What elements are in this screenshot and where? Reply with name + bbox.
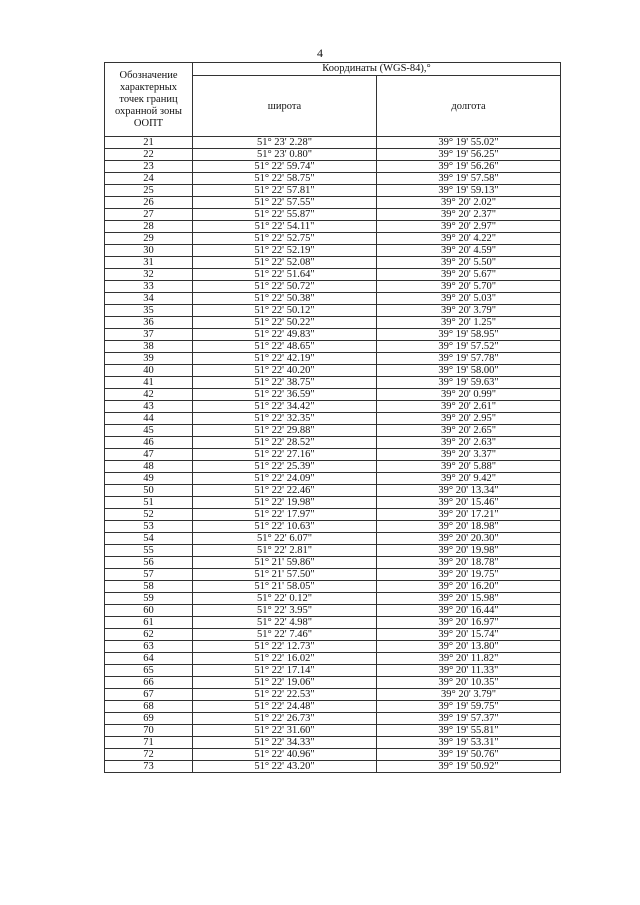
table-row (105, 197, 561, 209)
point-number-cell: 62 (105, 629, 193, 641)
point-number-cell: 44 (105, 413, 193, 425)
point-number-cell: 31 (105, 257, 193, 269)
table-row (105, 593, 561, 605)
latitude-cell: 51° 22' 40.96" (193, 749, 377, 761)
table-row (105, 401, 561, 413)
point-number-cell: 33 (105, 281, 193, 293)
latitude-cell: 51° 22' 17.97" (193, 509, 377, 521)
latitude-cell: 51° 22' 58.75" (193, 173, 377, 185)
point-number-cell: 58 (105, 581, 193, 593)
longitude-cell: 39° 19' 58.95" (377, 329, 561, 341)
table-row (105, 281, 561, 293)
latitude-cell: 51° 22' 59.74" (193, 161, 377, 173)
latitude-cell: 51° 22' 29.88" (193, 425, 377, 437)
longitude-cell: 39° 20' 2.37" (377, 209, 561, 221)
table-row (105, 641, 561, 653)
table-row (105, 557, 561, 569)
latitude-cell: 51° 22' 28.52" (193, 437, 377, 449)
table-row (105, 701, 561, 713)
longitude-cell: 39° 20' 5.70" (377, 281, 561, 293)
point-number-cell: 56 (105, 557, 193, 569)
latitude-cell: 51° 22' 6.07" (193, 533, 377, 545)
point-number-cell: 54 (105, 533, 193, 545)
longitude-cell: 39° 20' 13.80" (377, 641, 561, 653)
table-row (105, 269, 561, 281)
table-row (105, 617, 561, 629)
latitude-cell: 51° 22' 54.11" (193, 221, 377, 233)
point-number-cell: 24 (105, 173, 193, 185)
table-row (105, 761, 561, 773)
point-number-cell: 43 (105, 401, 193, 413)
table-row (105, 329, 561, 341)
point-number-cell: 49 (105, 473, 193, 485)
point-number-cell: 28 (105, 221, 193, 233)
longitude-cell: 39° 20' 5.67" (377, 269, 561, 281)
table-row (105, 341, 561, 353)
longitude-cell: 39° 20' 1.25" (377, 317, 561, 329)
latitude-cell: 51° 22' 27.16" (193, 449, 377, 461)
latitude-cell: 51° 22' 12.73" (193, 641, 377, 653)
table-row (105, 449, 561, 461)
point-number-cell: 51 (105, 497, 193, 509)
table-row (105, 161, 561, 173)
latitude-cell: 51° 22' 17.14" (193, 665, 377, 677)
point-number-cell: 65 (105, 665, 193, 677)
point-number-cell: 25 (105, 185, 193, 197)
latitude-cell: 51° 22' 31.60" (193, 725, 377, 737)
latitude-cell: 51° 22' 19.06" (193, 677, 377, 689)
longitude-cell: 39° 19' 57.37" (377, 713, 561, 725)
longitude-cell: 39° 19' 55.81" (377, 725, 561, 737)
table-row (105, 485, 561, 497)
longitude-cell: 39° 20' 2.65" (377, 425, 561, 437)
latitude-cell: 51° 22' 50.72" (193, 281, 377, 293)
longitude-cell: 39° 20' 16.44" (377, 605, 561, 617)
table-row (105, 473, 561, 485)
point-number-cell: 29 (105, 233, 193, 245)
longitude-cell: 39° 20' 5.88" (377, 461, 561, 473)
point-number-cell: 64 (105, 653, 193, 665)
point-number-cell: 22 (105, 149, 193, 161)
longitude-cell: 39° 20' 16.97" (377, 617, 561, 629)
latitude-cell: 51° 22' 51.64" (193, 269, 377, 281)
latitude-cell: 51° 22' 49.83" (193, 329, 377, 341)
point-number-cell: 71 (105, 737, 193, 749)
point-number-cell: 30 (105, 245, 193, 257)
point-number-cell: 23 (105, 161, 193, 173)
longitude-cell: 39° 20' 11.82" (377, 653, 561, 665)
longitude-cell: 39° 20' 5.50" (377, 257, 561, 269)
latitude-cell: 51° 22' 3.95" (193, 605, 377, 617)
point-number-cell: 59 (105, 593, 193, 605)
point-number-cell: 45 (105, 425, 193, 437)
table-row (105, 653, 561, 665)
point-number-cell: 53 (105, 521, 193, 533)
table-row (105, 425, 561, 437)
point-number-cell: 27 (105, 209, 193, 221)
table-row (105, 185, 561, 197)
point-number-cell: 46 (105, 437, 193, 449)
latitude-cell: 51° 22' 7.46" (193, 629, 377, 641)
latitude-cell: 51° 22' 4.98" (193, 617, 377, 629)
longitude-cell: 39° 20' 3.79" (377, 689, 561, 701)
longitude-cell: 39° 20' 2.02" (377, 197, 561, 209)
table-body (105, 137, 561, 773)
latitude-cell: 51° 22' 36.59" (193, 389, 377, 401)
longitude-cell: 39° 20' 15.46" (377, 497, 561, 509)
longitude-cell: 39° 20' 11.33" (377, 665, 561, 677)
table-row (105, 461, 561, 473)
latitude-cell: 51° 21' 58.05" (193, 581, 377, 593)
latitude-cell: 51° 22' 34.33" (193, 737, 377, 749)
point-number-cell: 69 (105, 713, 193, 725)
point-number-cell: 68 (105, 701, 193, 713)
point-number-cell: 48 (105, 461, 193, 473)
point-number-cell: 63 (105, 641, 193, 653)
latitude-cell: 51° 22' 0.12" (193, 593, 377, 605)
longitude-cell: 39° 20' 18.98" (377, 521, 561, 533)
latitude-cell: 51° 22' 26.73" (193, 713, 377, 725)
point-number-cell: 35 (105, 305, 193, 317)
longitude-cell: 39° 20' 19.98" (377, 545, 561, 557)
longitude-cell: 39° 20' 19.75" (377, 569, 561, 581)
latitude-cell: 51° 23' 0.80" (193, 149, 377, 161)
table-row (105, 569, 561, 581)
point-number-cell: 52 (105, 509, 193, 521)
table-row (105, 545, 561, 557)
longitude-header: долгота (377, 76, 561, 137)
longitude-cell: 39° 19' 56.26" (377, 161, 561, 173)
longitude-cell: 39° 19' 59.75" (377, 701, 561, 713)
point-number-cell: 40 (105, 365, 193, 377)
table-row (105, 509, 561, 521)
longitude-cell: 39° 20' 9.42" (377, 473, 561, 485)
table-row (105, 689, 561, 701)
latitude-cell: 51° 22' 24.09" (193, 473, 377, 485)
latitude-cell: 51° 23' 2.28" (193, 137, 377, 149)
table-row (105, 677, 561, 689)
table-row (105, 245, 561, 257)
latitude-cell: 51° 22' 2.81" (193, 545, 377, 557)
latitude-cell: 51° 22' 52.08" (193, 257, 377, 269)
table-row (105, 233, 561, 245)
point-number-cell: 41 (105, 377, 193, 389)
longitude-cell: 39° 20' 4.59" (377, 245, 561, 257)
point-number-cell: 26 (105, 197, 193, 209)
point-number-cell: 21 (105, 137, 193, 149)
latitude-cell: 51° 22' 10.63" (193, 521, 377, 533)
longitude-cell: 39° 19' 59.63" (377, 377, 561, 389)
longitude-cell: 39° 20' 2.61" (377, 401, 561, 413)
longitude-cell: 39° 20' 17.21" (377, 509, 561, 521)
latitude-cell: 51° 22' 52.19" (193, 245, 377, 257)
longitude-cell: 39° 19' 55.02" (377, 137, 561, 149)
point-number-cell: 47 (105, 449, 193, 461)
table-row (105, 209, 561, 221)
longitude-cell: 39° 20' 4.22" (377, 233, 561, 245)
latitude-cell: 51° 22' 38.75" (193, 377, 377, 389)
latitude-cell: 51° 22' 40.20" (193, 365, 377, 377)
longitude-cell: 39° 19' 58.00" (377, 365, 561, 377)
latitude-cell: 51° 22' 34.42" (193, 401, 377, 413)
longitude-cell: 39° 20' 5.03" (377, 293, 561, 305)
latitude-cell: 51° 22' 50.22" (193, 317, 377, 329)
latitude-cell: 51° 22' 52.75" (193, 233, 377, 245)
latitude-cell: 51° 22' 25.39" (193, 461, 377, 473)
table-row (105, 173, 561, 185)
longitude-cell: 39° 20' 3.37" (377, 449, 561, 461)
longitude-cell: 39° 20' 13.34" (377, 485, 561, 497)
longitude-cell: 39° 20' 2.63" (377, 437, 561, 449)
table-row (105, 377, 561, 389)
designation-header: Обозначение характерных точек границ охранной зоны ООПТ (105, 63, 193, 137)
longitude-cell: 39° 20' 0.99" (377, 389, 561, 401)
latitude-cell: 51° 22' 42.19" (193, 353, 377, 365)
longitude-cell: 39° 19' 56.25" (377, 149, 561, 161)
longitude-cell: 39° 19' 50.92" (377, 761, 561, 773)
table-row (105, 497, 561, 509)
longitude-cell: 39° 20' 2.97" (377, 221, 561, 233)
table-row (105, 317, 561, 329)
table-row (105, 737, 561, 749)
point-number-cell: 34 (105, 293, 193, 305)
latitude-cell: 51° 22' 55.87" (193, 209, 377, 221)
latitude-cell: 51° 22' 50.38" (193, 293, 377, 305)
point-number-cell: 55 (105, 545, 193, 557)
longitude-cell: 39° 19' 53.31" (377, 737, 561, 749)
longitude-cell: 39° 19' 59.13" (377, 185, 561, 197)
coordinates-table (104, 62, 561, 773)
table-row (105, 221, 561, 233)
latitude-cell: 51° 22' 16.02" (193, 653, 377, 665)
latitude-cell: 51° 22' 24.48" (193, 701, 377, 713)
point-number-cell: 50 (105, 485, 193, 497)
latitude-cell: 51° 22' 57.81" (193, 185, 377, 197)
point-number-cell: 42 (105, 389, 193, 401)
longitude-cell: 39° 19' 57.52" (377, 341, 561, 353)
table-row (105, 581, 561, 593)
latitude-cell: 51° 22' 48.65" (193, 341, 377, 353)
table-row (105, 293, 561, 305)
table-row (105, 665, 561, 677)
longitude-cell: 39° 20' 18.78" (377, 557, 561, 569)
longitude-cell: 39° 19' 50.76" (377, 749, 561, 761)
point-number-cell: 38 (105, 341, 193, 353)
table-row (105, 533, 561, 545)
table-row (105, 365, 561, 377)
longitude-cell: 39° 20' 16.20" (377, 581, 561, 593)
table-row (105, 629, 561, 641)
latitude-cell: 51° 22' 43.20" (193, 761, 377, 773)
point-number-cell: 32 (105, 269, 193, 281)
latitude-cell: 51° 22' 19.98" (193, 497, 377, 509)
latitude-cell: 51° 21' 59.86" (193, 557, 377, 569)
longitude-cell: 39° 19' 57.78" (377, 353, 561, 365)
table-row (105, 749, 561, 761)
longitude-cell: 39° 19' 57.58" (377, 173, 561, 185)
point-number-cell: 60 (105, 605, 193, 617)
table-row (105, 137, 561, 149)
table-row (105, 413, 561, 425)
longitude-cell: 39° 20' 3.79" (377, 305, 561, 317)
latitude-cell: 51° 22' 32.35" (193, 413, 377, 425)
point-number-cell: 57 (105, 569, 193, 581)
longitude-cell: 39° 20' 10.35" (377, 677, 561, 689)
point-number-cell: 70 (105, 725, 193, 737)
point-number-cell: 61 (105, 617, 193, 629)
latitude-header: широта (193, 76, 377, 137)
page-number: 4 (317, 46, 323, 60)
point-number-cell: 73 (105, 761, 193, 773)
longitude-cell: 39° 20' 15.74" (377, 629, 561, 641)
table-row (105, 149, 561, 161)
table-row (105, 713, 561, 725)
longitude-cell: 39° 20' 20.30" (377, 533, 561, 545)
point-number-cell: 37 (105, 329, 193, 341)
coordinates-header: Координаты (WGS-84),° (193, 63, 561, 76)
table-row (105, 605, 561, 617)
table-row (105, 389, 561, 401)
point-number-cell: 66 (105, 677, 193, 689)
point-number-cell: 72 (105, 749, 193, 761)
longitude-cell: 39° 20' 15.98" (377, 593, 561, 605)
table-row (105, 725, 561, 737)
latitude-cell: 51° 22' 50.12" (193, 305, 377, 317)
table-row (105, 353, 561, 365)
latitude-cell: 51° 22' 22.46" (193, 485, 377, 497)
latitude-cell: 51° 22' 57.55" (193, 197, 377, 209)
table-row (105, 257, 561, 269)
point-number-cell: 67 (105, 689, 193, 701)
latitude-cell: 51° 21' 57.50" (193, 569, 377, 581)
table-row (105, 437, 561, 449)
longitude-cell: 39° 20' 2.95" (377, 413, 561, 425)
point-number-cell: 36 (105, 317, 193, 329)
point-number-cell: 39 (105, 353, 193, 365)
table-row (105, 305, 561, 317)
latitude-cell: 51° 22' 22.53" (193, 689, 377, 701)
table-row (105, 521, 561, 533)
